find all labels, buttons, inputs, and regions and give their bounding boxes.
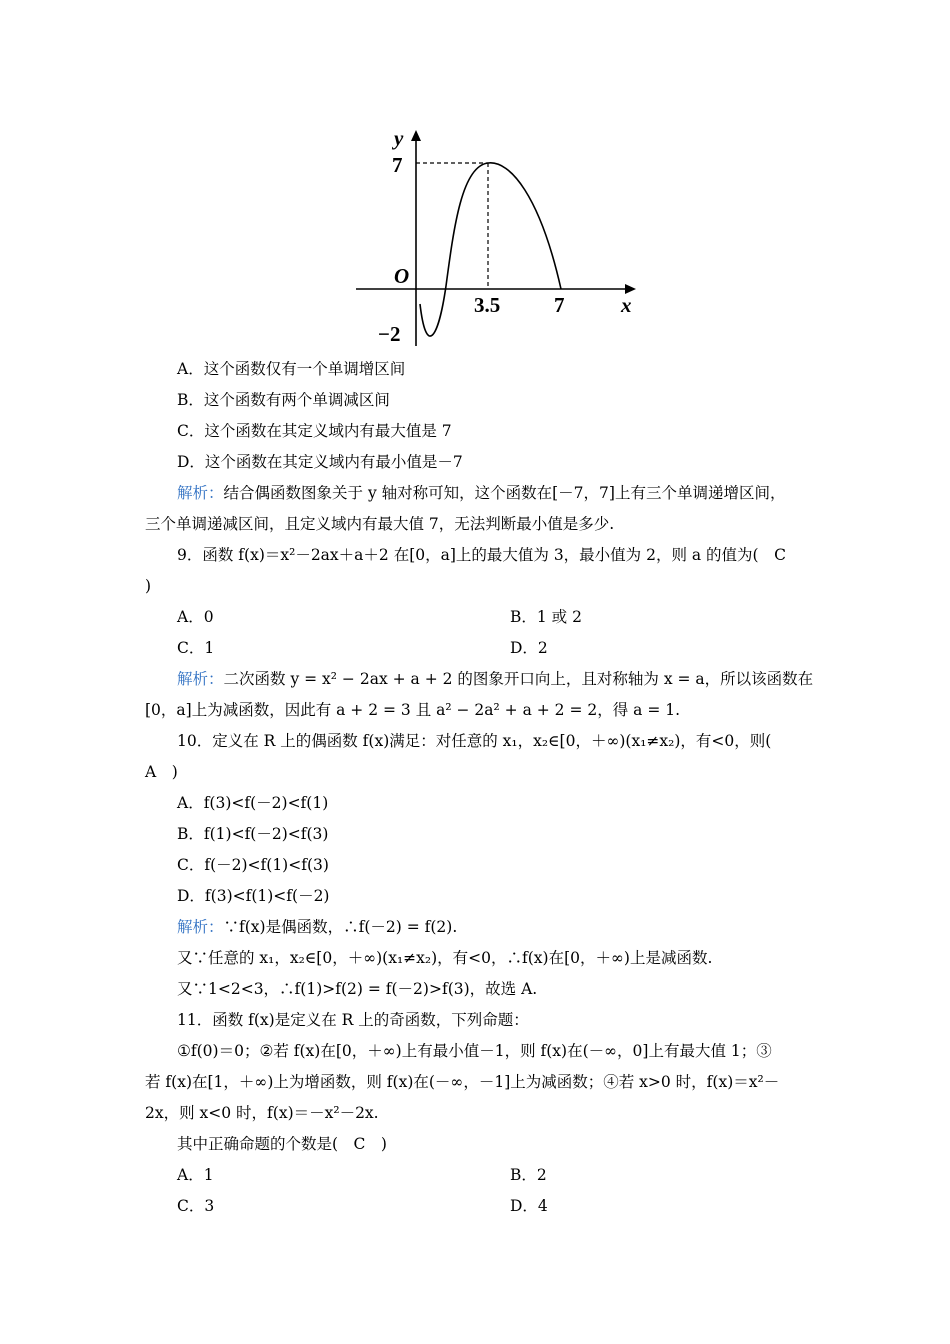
origin-label: O — [394, 264, 410, 288]
q10-option-c: C．f(－2)<f(1)<f(3) — [177, 856, 329, 874]
x-axis-label: x — [621, 293, 632, 317]
q10-stem-line1: 10．定义在 R 上的偶函数 f(x)满足：对任意的 x₁，x₂∈[0，＋∞)(x₁≠x₂)，有<0，则( — [177, 732, 772, 750]
q9-stem-line2: ) — [145, 577, 152, 595]
q10-analysis-text1: ∵f(x)是偶函数，∴f(－2) = f(2). — [223, 918, 458, 936]
q8-analysis-text1: 结合偶函数图象关于 y 轴对称可知，这个函数在[－7，7]上有三个单调递增区间， — [223, 484, 786, 502]
q11-stem-line3: 若 f(x)在[1，＋∞)上为增函数，则 f(x)在(－∞，－1]上为减函数；④若 x>0 时，f(x)＝x²－ — [145, 1073, 780, 1091]
q10-analysis-line2: 又∵任意的 x₁，x₂∈[0，＋∞)(x₁≠x₂)，有<0，∴f(x)在[0，＋∞)上是减函数. — [177, 949, 713, 967]
q8-analysis-line1 — [177, 483, 950, 503]
q11-stem-line5: 其中正确命题的个数是( C ) — [177, 1135, 387, 1153]
analysis-label: 解析： — [177, 918, 224, 936]
q11-option-a: A．1 — [177, 1166, 214, 1184]
analysis-label: 解析： — [177, 670, 224, 688]
q11-stem-line1: 11．函数 f(x)是定义在 R 上的奇函数，下列命题： — [177, 1011, 529, 1029]
q9-option-d: D．2 — [510, 639, 548, 657]
q8-option-a: A．这个函数仅有一个单调增区间 — [177, 360, 406, 378]
q9-analysis-text1: 二次函数 y = x² − 2ax + a + 2 的图象开口向上，且对称轴为 x = a，所以该函数在 — [223, 670, 814, 688]
q9-analysis-line1 — [177, 669, 950, 689]
q8-analysis-line2: 三个单调递减区间，且定义域内有最大值 7，无法判断最小值是多少. — [145, 515, 615, 533]
q9-options-row1 — [177, 607, 950, 627]
q11-option-b: B．2 — [510, 1166, 547, 1184]
q10-analysis-line3: 又∵1<2<3，∴f(1)>f(2) = f(－2)>f(3)，故选 A. — [177, 980, 538, 998]
analysis-label: 解析： — [177, 484, 224, 502]
y-tick-7: 7 — [392, 153, 403, 177]
q9-analysis-line2: [0，a]上为减函数，因此有 a + 2 = 3 且 a² − 2a² + a + 2 = 2，得 a = 1. — [145, 701, 681, 719]
y-axis-arrow — [411, 130, 421, 141]
function-graph — [350, 126, 640, 351]
x-tick-7: 7 — [554, 293, 565, 317]
q9-option-c: C．1 — [177, 639, 215, 657]
q10-option-a: A．f(3)<f(－2)<f(1) — [177, 794, 329, 812]
q9-option-a: A．0 — [177, 608, 214, 626]
graph-svg — [350, 126, 640, 351]
q11-stem-line2: ①f(0)＝0；②若 f(x)在[0，＋∞)上有最小值－1，则 f(x)在(－∞，0]上有最大值 1；③ — [177, 1042, 772, 1060]
q9-stem-line1: 9．函数 f(x)＝x²－2ax＋a＋2 在[0，a]上的最大值为 3，最小值为 2，则 a 的值为( C — [177, 546, 786, 564]
q8-option-b: B．这个函数有两个单调减区间 — [177, 391, 390, 409]
q11-option-c: C．3 — [177, 1197, 215, 1215]
y-axis-label: y — [394, 126, 404, 150]
q9-options-row2 — [177, 638, 950, 658]
q11-option-d: D．4 — [510, 1197, 548, 1215]
q10-analysis-line1 — [177, 917, 950, 937]
x-tick-3-5: 3.5 — [474, 293, 501, 317]
q10-stem-line2: A ) — [145, 763, 178, 781]
q10-option-b: B．f(1)<f(－2)<f(3) — [177, 825, 329, 843]
q8-option-c: C．这个函数在其定义域内有最大值是 7 — [177, 422, 452, 440]
q11-options-row2 — [177, 1196, 950, 1216]
q8-option-d: D．这个函数在其定义域内有最小值是－7 — [177, 453, 463, 471]
y-tick-neg2: −2 — [378, 322, 401, 346]
q11-stem-line4: 2x，则 x<0 时，f(x)＝－x²－2x. — [145, 1104, 379, 1122]
q10-option-d: D．f(3)<f(1)<f(－2) — [177, 887, 330, 905]
q9-option-b: B．1 或 2 — [510, 608, 582, 626]
q11-options-row1 — [177, 1165, 950, 1185]
